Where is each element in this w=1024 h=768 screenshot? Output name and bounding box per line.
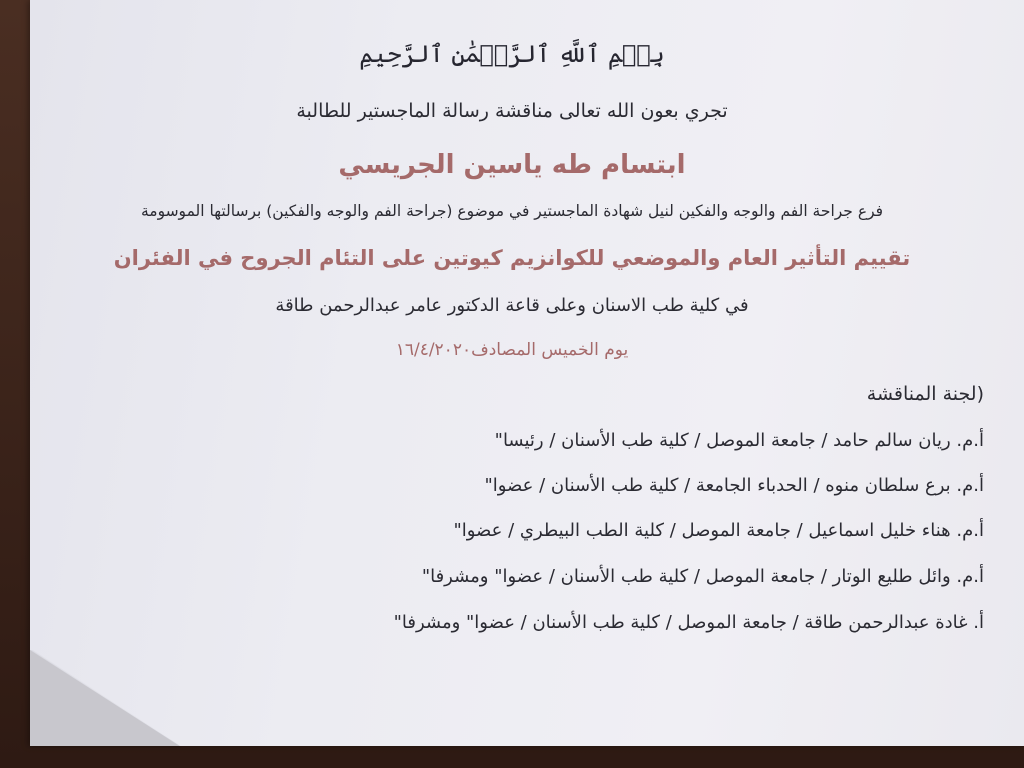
- committee-title: (لجنة المناقشة: [866, 383, 984, 405]
- committee-member: أ.م. وائل طليع الوتار / جامعة الموصل / كلية طب الأسنان / عضوا" ومشرفا": [421, 566, 984, 587]
- folded-corner-shadow: [30, 650, 182, 748]
- committee-member: أ.م. ريان سالم حامد / جامعة الموصل / كلية طب الأسنان / رئيسا": [494, 430, 984, 451]
- committee-member: أ.م. هناء خليل اسماعيل / جامعة الموصل / كلية الطب البيطري / عضوا": [453, 520, 984, 541]
- defense-date: يوم الخميس المصادف١٦/٤/٢٠٢٠: [395, 340, 629, 360]
- intro-line: تجري بعون الله تعالى مناقشة رسالة الماجستير للطالبة: [296, 100, 728, 122]
- committee-member: أ.م. برع سلطان منوه / الحدباء الجامعة / كلية طب الأسنان / عضوا": [484, 475, 984, 496]
- venue-line: في كلية طب الاسنان وعلى قاعة الدكتور عامر عبدالرحمن طاقة: [275, 295, 749, 316]
- committee-member: أ. غادة عبدالرحمن طاقة / جامعة الموصل / كلية طب الأسنان / عضوا" ومشرفا": [393, 612, 984, 633]
- branch-line: فرع جراحة الفم والوجه والفكين لنيل شهادة الماجستير في موضوع (جراحة الفم والوجه والفكين) برسالتها الموسومة: [140, 202, 884, 220]
- thesis-title: تقييم التأثير العام والموضعي للكوانزيم كيوتين على التئام الجروح في الفئران: [113, 246, 911, 270]
- student-name: ابتسام طه ياسين الجريسي: [338, 150, 686, 180]
- basmala-header: بِسۡمِ ٱللَّهِ ٱلرَّحۡمَٰنِ ٱلرَّحِيمِ: [359, 40, 665, 68]
